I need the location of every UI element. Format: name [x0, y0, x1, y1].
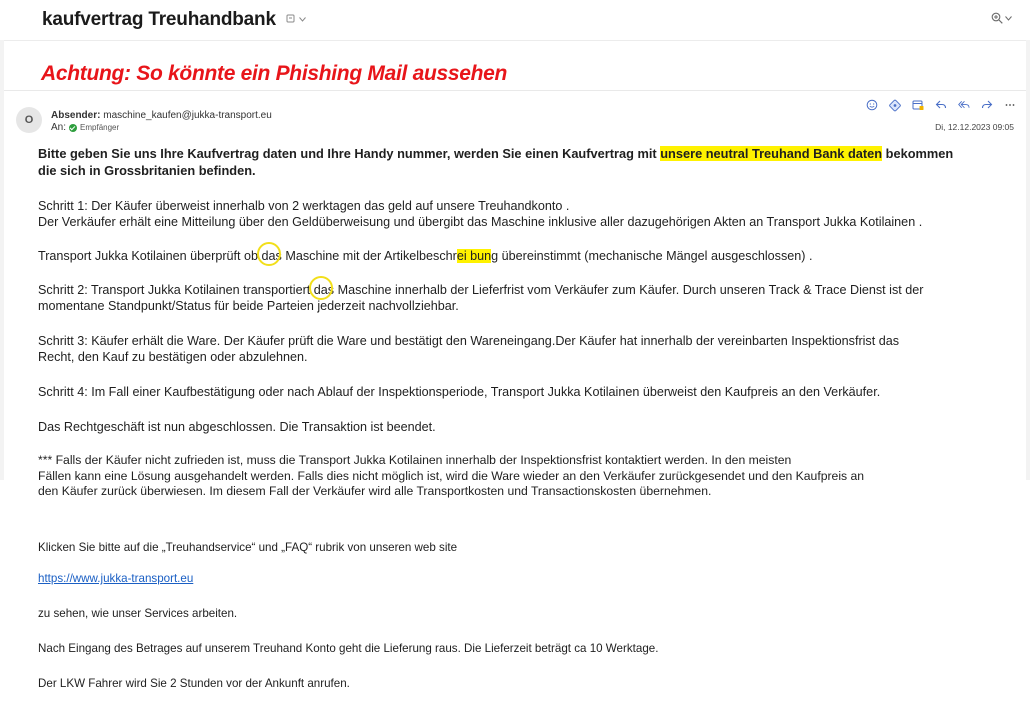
sender-line	[51, 110, 272, 121]
zoom-in-icon	[991, 12, 1003, 24]
intro-highlight: unsere neutral Treuhand Bank daten	[660, 146, 883, 161]
zoom-button[interactable]	[991, 12, 1012, 24]
done-line: Das Rechtgeschäft ist nun abgeschlossen. Die Transaktion ist beendet.	[38, 420, 436, 434]
recipient-line	[51, 122, 119, 133]
message-date: Di, 12.12.2023 09:05	[935, 122, 1014, 132]
forward-button[interactable]	[981, 99, 993, 111]
transport-text: Transport Jukka Kotilainen überprüft ob	[38, 249, 262, 263]
reply-button[interactable]	[935, 99, 947, 111]
step-1-paragraph	[38, 198, 998, 230]
more-icon	[1004, 99, 1016, 111]
sender-email[interactable]: maschine_kaufen@jukka-transport.eu	[103, 110, 272, 121]
typo-highlight: ei bun	[456, 249, 492, 263]
step-3-line: Recht, den Kauf zu bestätigen oder abzulehnen.	[38, 350, 308, 364]
driver-line: Der LKW Fahrer wird Sie 2 Stunden vor der Ankunft anrufen.	[38, 677, 350, 690]
step-2-text: Maschine innerhalb der Lieferfrist vom Verkäufer zum Käufer. Durch unseren Track & Trace Dienst ist der	[334, 283, 924, 297]
fallback-line: *** Falls der Käufer nicht zufrieden ist, muss die Transport Jukka Kotilainen innerhalb der Inspektionsfrist kontaktiert werden. In den meisten	[38, 453, 792, 467]
verified-icon	[69, 124, 77, 132]
done-paragraph	[38, 419, 998, 435]
more-button[interactable]	[1004, 99, 1016, 111]
frame-right	[1026, 40, 1030, 480]
reply-all-button[interactable]	[958, 99, 970, 111]
circled-word: das	[313, 283, 335, 297]
calendar-icon	[912, 99, 924, 111]
sender-label: Absender:	[51, 110, 101, 121]
divider	[4, 90, 1026, 91]
tag-icon	[286, 14, 296, 24]
click-paragraph	[38, 540, 998, 556]
step-4-paragraph	[38, 384, 998, 400]
transport-check-paragraph	[38, 248, 998, 264]
sticker-button[interactable]	[889, 99, 901, 111]
click-line: Klicken Sie bitte auf die „Treuhandservice“ und „FAQ“ rubrik von unseren web site	[38, 541, 458, 554]
to-label: An:	[51, 122, 67, 133]
calendar-button[interactable]	[912, 99, 924, 111]
delivery-paragraph	[38, 641, 998, 657]
step-2-text: momentane Standpunkt/Status für beide Parteien jederzeit nachvollziehbar.	[38, 299, 459, 313]
see-line: zu sehen, wie unser Services arbeiten.	[38, 607, 238, 620]
mail-subject: kaufvertrag Treuhandbank	[42, 9, 276, 30]
chevron-down-icon	[1005, 16, 1012, 21]
fallback-paragraph	[38, 453, 998, 500]
intro-text: bekommen	[882, 146, 954, 161]
avatar: O	[16, 107, 42, 133]
recipient[interactable]: Empfänger	[80, 123, 120, 132]
intro-text: Bitte geben Sie uns Ihre Kaufvertrag daten und Ihre Handy nummer, werden Sie einen Kaufvertrag mit	[38, 146, 661, 161]
emoji-icon	[866, 99, 878, 111]
delivery-line: Nach Eingang des Betrages auf unserem Treuhand Konto geht die Lieferung raus. Die Lieferzeit beträgt ca 10 Werktage.	[38, 642, 659, 655]
transport-text: Maschine mit der Artikelbeschr	[281, 249, 457, 263]
link-paragraph	[38, 571, 998, 587]
subject-tag-button[interactable]	[286, 14, 306, 24]
step-3-line: Schritt 3: Käufer erhält die Ware. Der Käufer prüft die Ware und bestätigt den Wareneingang.Der Käufer hat innerhalb der vereinbarten Inspektionsfrist das	[38, 334, 900, 348]
step-1-line: Schritt 1: Der Käufer überweist innerhalb von 2 werktagen das geld auf unsere Treuhandkonto .	[38, 199, 570, 213]
emoji-button[interactable]	[866, 99, 878, 111]
fallback-line: den Käufer zurück überwiesen. Im diesem Fall der Verkäufer wird alle Transportkosten und Transactionskosten übernehmen.	[38, 484, 712, 498]
intro-text: die sich in Grossbritanien befinden.	[38, 162, 256, 178]
website-link[interactable]: https://www.jukka-transport.eu	[38, 572, 194, 585]
intro-paragraph	[38, 146, 1008, 179]
step-3-paragraph	[38, 333, 998, 365]
message-actions	[866, 99, 1016, 111]
chevron-down-icon	[299, 17, 306, 22]
fallback-line: Fällen kann eine Lösung ausgehandelt werden. Falls dies nicht möglich ist, wird die Ware wieder an den Verkäufer zurückgesendet und den Kaufpreis an	[38, 468, 865, 483]
circled-word: das	[261, 249, 282, 263]
forward-icon	[981, 99, 993, 111]
step-2-text: Schritt 2: Transport Jukka Kotilainen transportiert	[38, 283, 314, 297]
sticker-icon	[889, 99, 901, 112]
see-paragraph	[38, 606, 998, 622]
reply-icon	[935, 99, 947, 111]
step-4-line: Schritt 4: Im Fall einer Kaufbestätigung oder nach Ablauf der Inspektionsperiode, Transport Jukka Kotilainen überweist den Kaufpreis an den Verkäufer.	[38, 385, 881, 399]
phishing-warning: Achtung: So könnte ein Phishing Mail aussehen	[41, 62, 508, 85]
driver-paragraph	[38, 676, 998, 692]
frame-left	[0, 40, 4, 480]
step-1-line: Der Verkäufer erhält eine Mitteilung über den Geldüberweisung und übergibt das Maschine inklusive aller dazugehörigen Akten an Transport Jukka Kotilainen .	[38, 215, 923, 229]
mail-header-bar	[0, 0, 1030, 41]
reply-all-icon	[958, 99, 970, 111]
transport-text: g übereinstimmt (mechanische Mängel ausgeschlossen) .	[491, 249, 813, 263]
step-2-paragraph	[38, 282, 998, 314]
